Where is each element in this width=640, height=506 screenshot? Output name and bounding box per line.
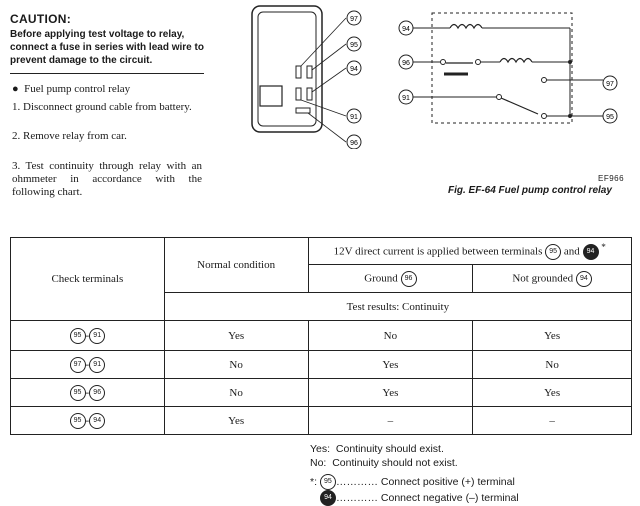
legend-yes-key: Yes: [310,443,331,455]
row-not-grounded: Yes [473,379,632,407]
coil-2 [500,59,532,63]
legend-negative-terminal: 94 [320,490,336,506]
ground-label: Ground [364,272,398,285]
row-not-grounded: Yes [473,321,632,351]
table-row [11,379,632,407]
header-and: and [563,245,580,258]
legend-positive-text: Connect positive (+) terminal [380,475,515,488]
header-check-terminals: Check terminals [11,238,165,321]
ground-terminal: 96 [401,271,417,287]
row-terminal-b: 91 [89,357,105,373]
step-1: 1. Disconnect ground cable from battery. [12,101,192,113]
header-prefix: 12V direct current is applied between terminals [333,245,543,258]
figure-caption: Fig. EF-64 Fuel pump control relay [448,185,612,196]
pin-d [307,88,312,100]
relay-socket [260,86,282,106]
legend-star: *: [310,475,318,488]
step-3: 3. Test continuity through relay with an ohmmeter in accordance with the following chart. [12,160,202,198]
table-row [11,321,632,351]
schematic-t95: 95 [606,114,614,121]
row-ground: No [308,321,473,351]
header-terminal-95: 95 [545,244,561,260]
bullet-dot: ● [12,83,19,95]
not-grounded-terminal: 94 [576,271,592,287]
row-ground: Yes [308,351,473,379]
table-row [11,407,632,435]
row-terminals: 95 - 94 [11,407,165,435]
row-ground: – [308,407,473,435]
terminal-91-label: 91 [350,114,358,121]
legend-negative: 94 ………… Connect negative (–) terminal [310,490,519,506]
row-not-grounded: – [473,407,632,435]
schematic-t97: 97 [606,81,614,88]
caution-title: CAUTION: [10,12,72,26]
terminal-97-label: 97 [350,16,358,23]
schematic-t91: 91 [402,95,410,102]
relay-outline [432,13,572,123]
pin-a [296,66,301,78]
legend [310,442,519,506]
switch-arm [501,98,538,114]
caution-body: Before applying test voltage to relay, connect a fuse in series with lead wire to prevent damage to the circuit. [10,29,204,66]
pin-e [296,108,310,113]
row-terminal-a: 95 [70,385,86,401]
header-test-results: Test results: Continuity [164,293,631,321]
terminal-94-label: 94 [350,66,358,73]
relay-housing-diagram [246,4,366,149]
legend-negative-text: Connect negative (–) terminal [380,491,519,504]
circuit-schematic [388,6,628,141]
legend-no-text: Continuity should not exist. [332,457,458,469]
procedure-bullet [12,83,130,96]
row-terminals: 95 - 91 [11,321,165,351]
row-terminal-a: 97 [70,357,86,373]
pin-b [307,66,312,78]
row-terminal-a: 95 [70,413,86,429]
row-not-grounded: No [473,351,632,379]
legend-yes-text: Continuity should exist. [335,443,444,455]
header-voltage-applied [308,238,631,265]
continuity-chart [10,237,632,435]
legend-positive: *: 95 ………… Connect positive (+) terminal [310,474,519,490]
legend-no-key: No: [310,457,327,469]
schematic-t96: 96 [402,60,410,67]
header-not-grounded [473,265,632,293]
not-grounded-label: Not grounded [512,272,574,285]
row-terminals: 97 - 91 [11,351,165,379]
legend-positive-terminal: 95 [320,474,336,490]
step-2: 2. Remove relay from car. [12,130,127,142]
caution-box [10,12,204,74]
header-normal-condition: Normal condition [164,238,308,293]
header-terminal-94: 94 [583,244,599,260]
row-ground: Yes [308,379,473,407]
row-normal: Yes [164,407,308,435]
row-normal: No [164,351,308,379]
header-star: * [601,241,606,252]
schematic-t94: 94 [402,26,410,33]
row-terminal-a: 95 [70,328,86,344]
procedure-bullet-text: Fuel pump control relay [24,83,131,95]
figure-code: EF966 [598,174,625,183]
legend-no [310,456,519,470]
row-terminal-b: 94 [89,413,105,429]
row-normal: No [164,379,308,407]
table-row [11,351,632,379]
pin-c [296,88,301,100]
coil-1 [450,25,482,29]
row-terminal-b: 91 [89,328,105,344]
row-normal: Yes [164,321,308,351]
row-terminal-b: 96 [89,385,105,401]
legend-yes [310,442,519,456]
header-ground [308,265,473,293]
row-terminals: 95 - 96 [11,379,165,407]
terminal-95-label: 95 [350,42,358,49]
terminal-96-label: 96 [350,140,358,147]
